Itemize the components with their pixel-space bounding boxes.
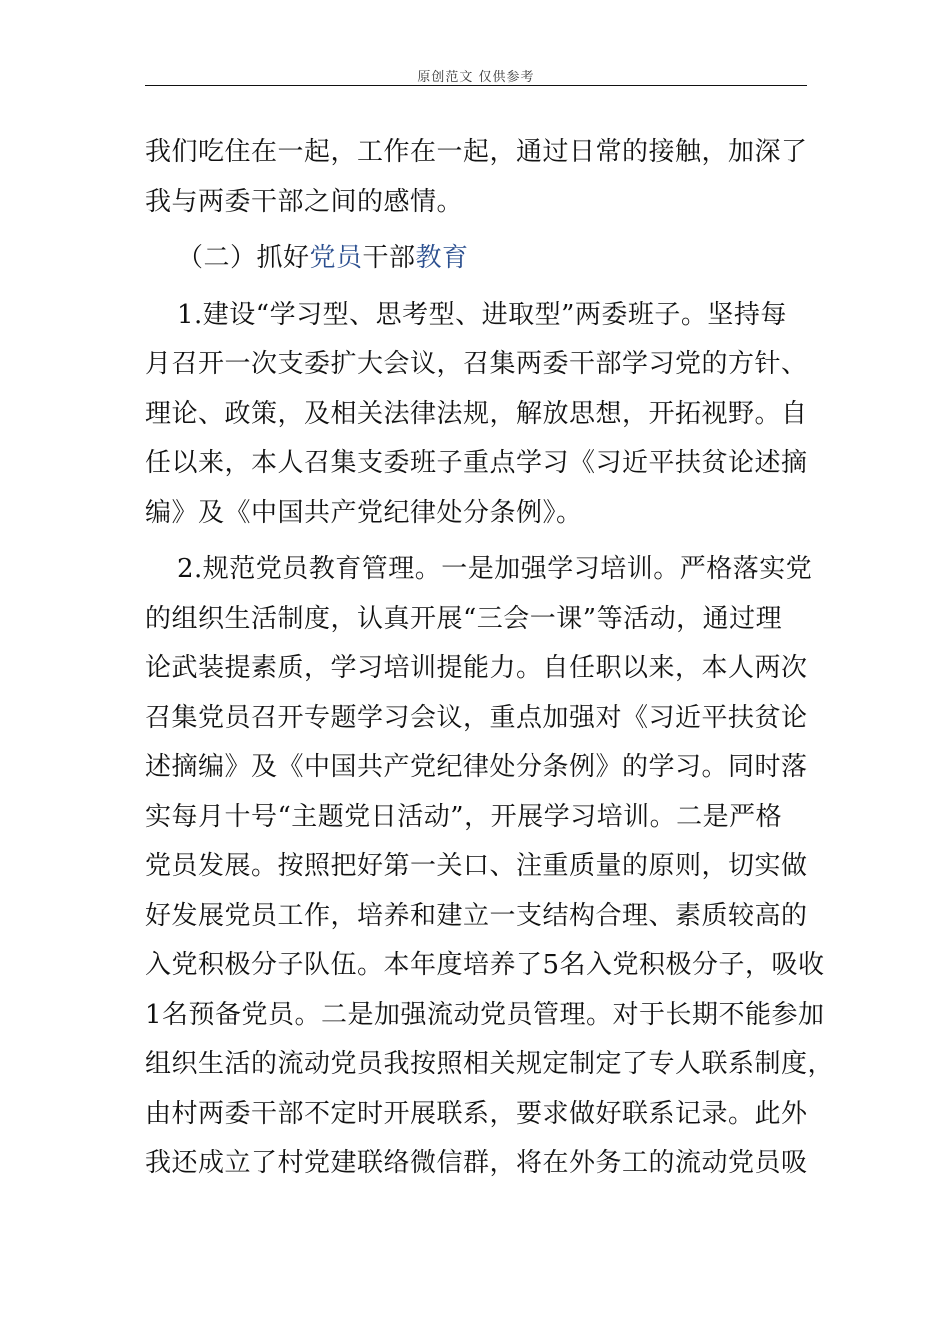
text-line: 2.规范党员教育管理。一是加强学习培训。严格落实党 — [177, 554, 813, 584]
text-line: 1名预备党员。二是加强流动党员管理。对于长期不能参加 — [145, 999, 825, 1030]
heading-link-education: 教育 — [415, 243, 469, 273]
text-line: 由村两委干部不定时开展联系，要求做好联系记录。此外 — [145, 1098, 808, 1129]
text-line: 编》及《中国共产党纪律处分条例》。 — [145, 497, 583, 528]
text-line: 我与两委干部之间的感情。 — [145, 186, 464, 217]
text-line: 入党积极分子队伍。本年度培养了5名入党积极分子，吸收 — [145, 950, 825, 980]
heading-prefix: （二）抓好 — [177, 243, 310, 273]
header-rule — [145, 85, 807, 86]
text-line: 月召开一次支委扩大会议，召集两委干部学习党的方针、 — [145, 349, 808, 379]
page-header: 原创范文 仅供参考 — [417, 70, 535, 85]
section-heading — [145, 234, 807, 284]
text-line: 理论、政策，及相关法律法规，解放思想，开拓视野。自 — [145, 398, 808, 429]
text-line: 好发展党员工作，培养和建立一支结构合理、素质较高的 — [145, 900, 808, 931]
intro-paragraph — [145, 128, 807, 227]
text-line: 述摘编》及《中国共产党纪律处分条例》的学习。同时落 — [145, 752, 808, 782]
text-line: 的组织生活制度，认真开展“三会一课”等活动，通过理 — [145, 603, 783, 634]
text-line: 任以来，本人召集支委班子重点学习《习近平扶贫论述摘 — [145, 448, 808, 478]
text-line: 我还成立了村党建联络微信群，将在外务工的流动党员吸 — [145, 1148, 808, 1178]
text-line: 1.建设“学习型、思考型、进取型”两委班子。坚持每 — [177, 299, 787, 330]
document-body — [145, 128, 835, 1189]
heading-link-party-members: 党员 — [309, 243, 363, 273]
text-line: 党员发展。按照把好第一关口、注重质量的原则，切实做 — [145, 851, 808, 881]
paragraph-2 — [145, 545, 835, 1189]
text-line: 组织生活的流动党员我按照相关规定制定了专人联系制度， — [145, 1049, 835, 1079]
text-line: 实每月十号“主题党日活动”，开展学习培训。二是严格 — [145, 801, 783, 832]
text-line: 召集党员召开专题学习会议，重点加强对《习近平扶贫论 — [145, 702, 808, 733]
paragraph-1 — [145, 291, 807, 539]
text-line: 我们吃住在一起，工作在一起，通过日常的接触，加深了 — [145, 137, 808, 167]
heading-middle: 干部 — [362, 243, 416, 273]
text-line: 论武装提素质，学习培训提能力。自任职以来，本人两次 — [145, 653, 808, 683]
